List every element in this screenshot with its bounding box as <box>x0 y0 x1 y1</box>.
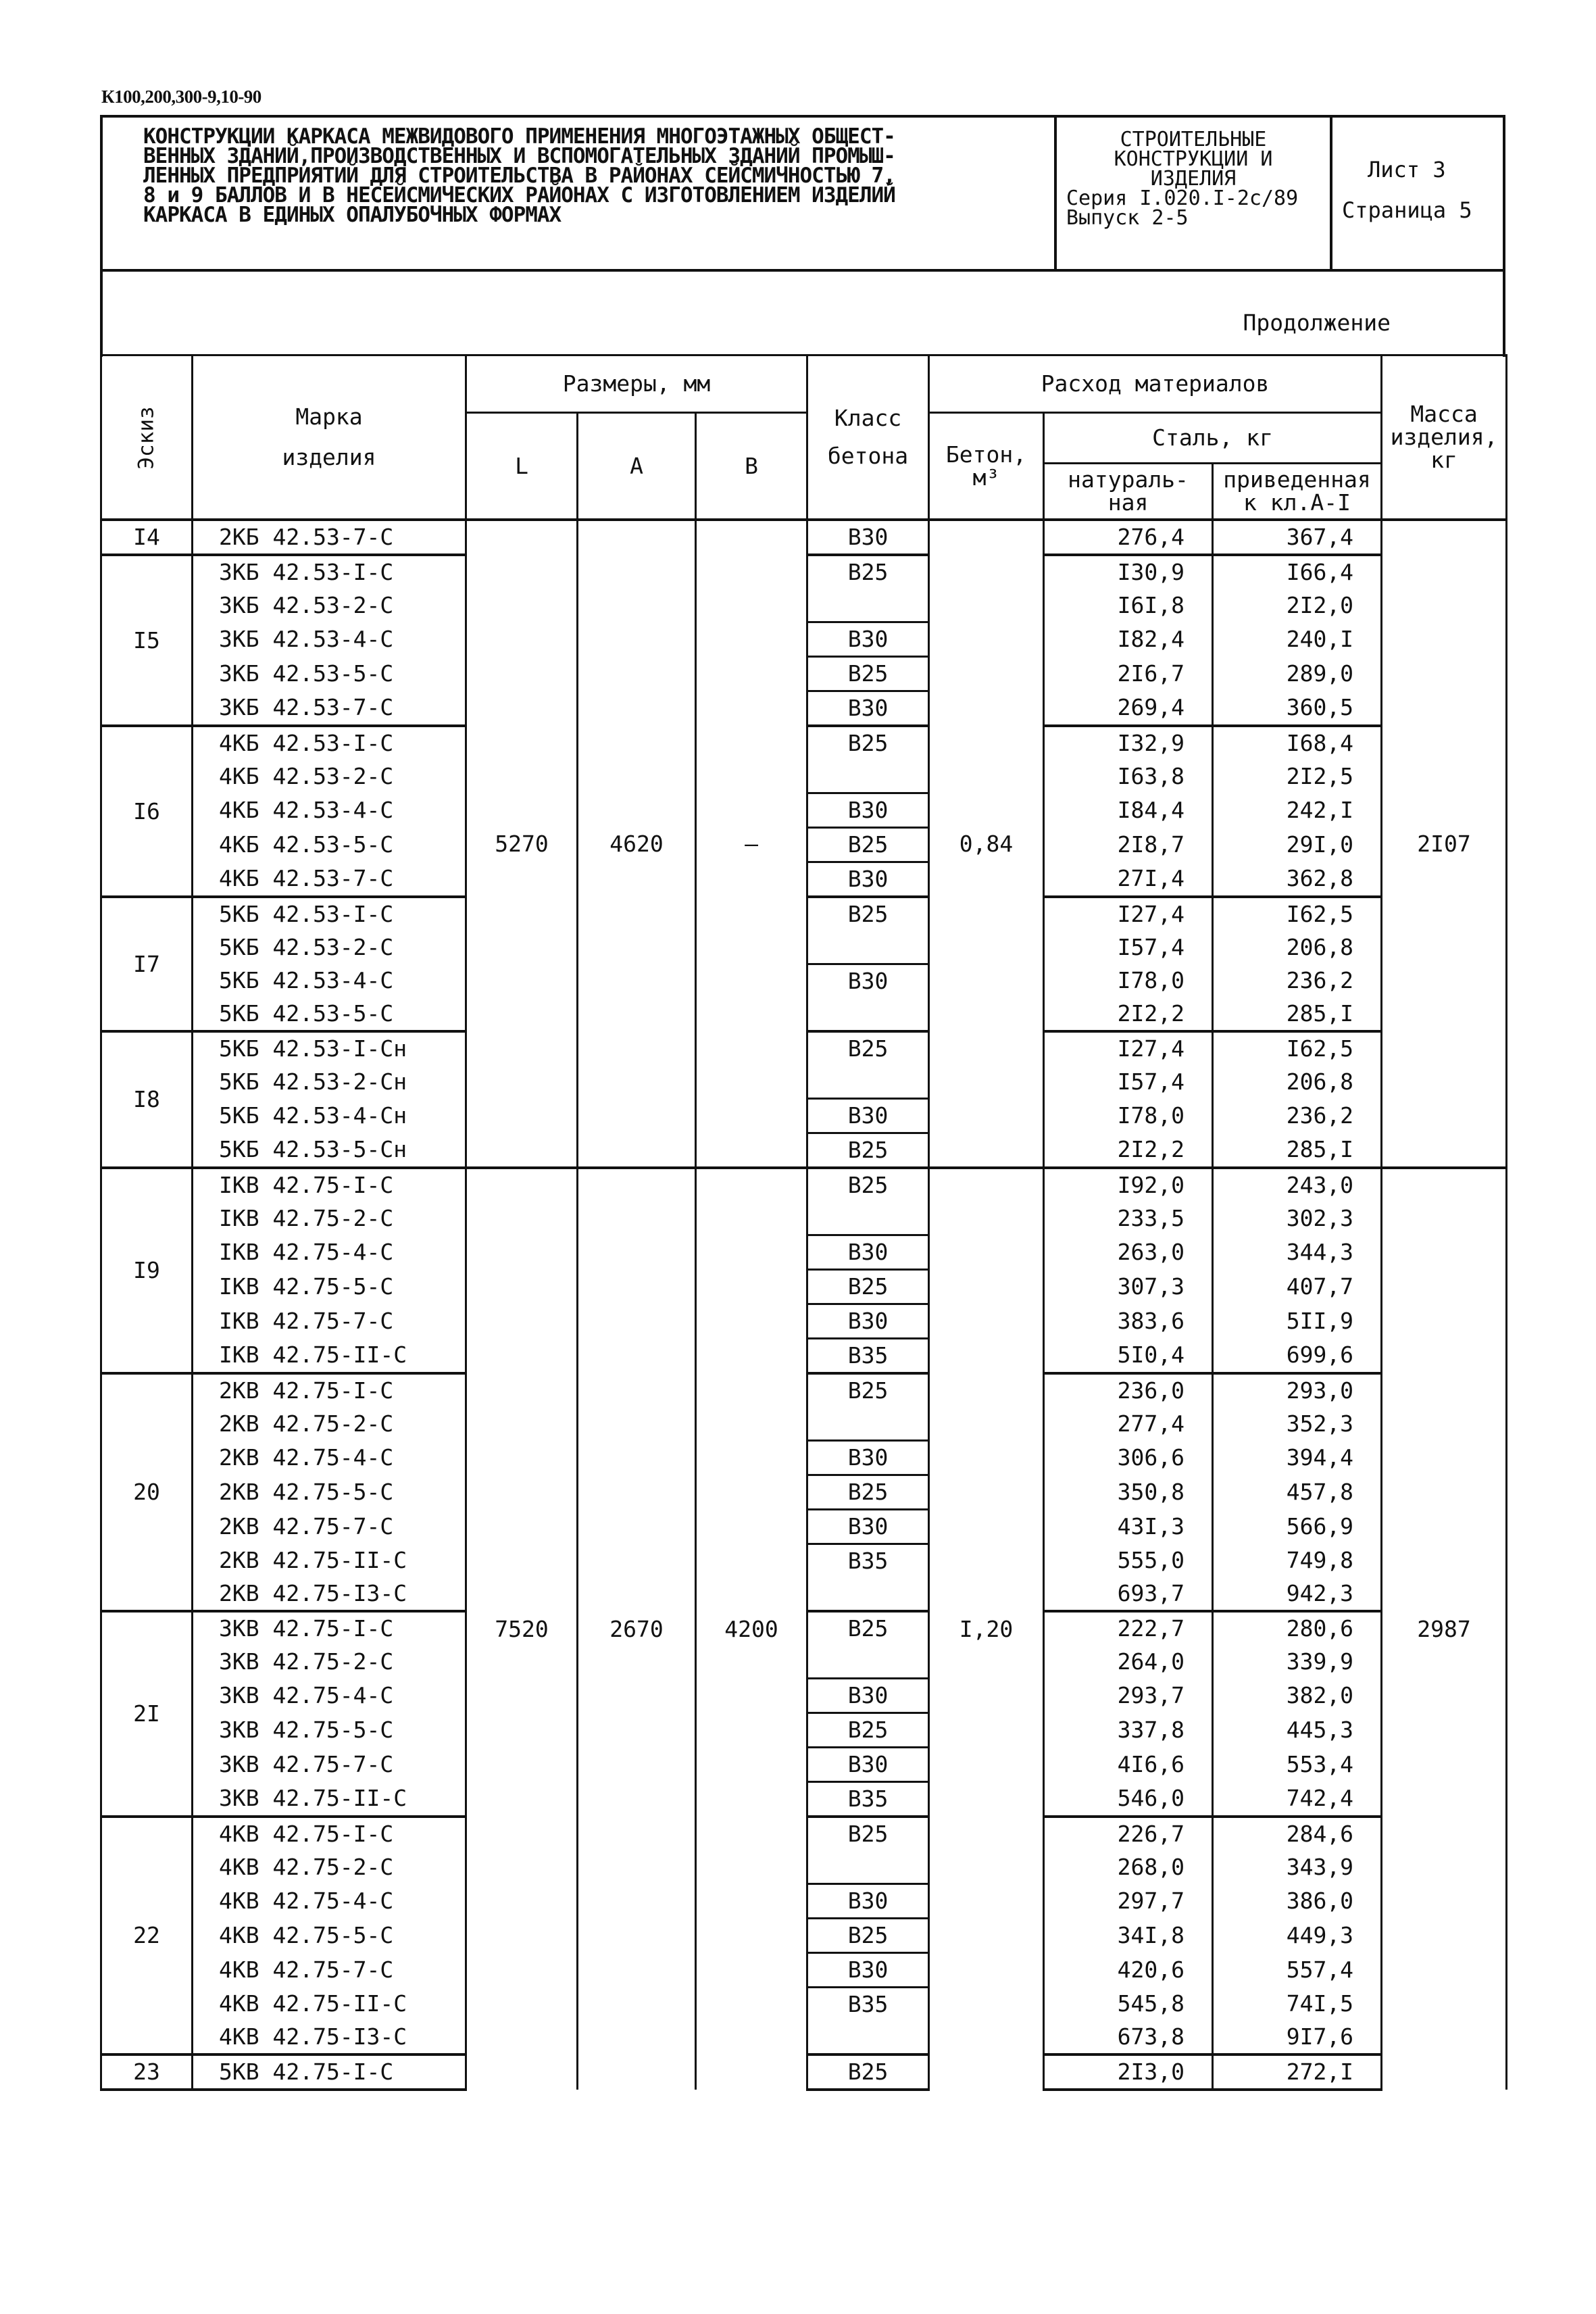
mark-cell: 5КБ 42.53-5-Сн <box>193 1133 466 1168</box>
steel-natural-cell: I57,4 <box>1044 931 1213 964</box>
steel-natural-cell: 293,7 <box>1044 1679 1213 1713</box>
steel-natural-cell: 2I3,0 <box>1044 2054 1213 2090</box>
header-natural <box>1044 464 1213 520</box>
mark-cell: 4КБ 42.53-4-С <box>193 793 466 828</box>
steel-natural-cell: 43I,3 <box>1044 1510 1213 1544</box>
concrete-class-cell: В25 <box>807 1373 929 1407</box>
concrete-class-cell: В35 <box>807 1988 929 2021</box>
steel-reduced-cell: 566,9 <box>1213 1510 1382 1544</box>
concrete-class-cell <box>807 1065 929 1099</box>
header-class-line2: бетона <box>827 443 909 469</box>
concrete-class-cell: В30 <box>807 1099 929 1133</box>
mark-cell: 2КВ 42.75-5-С <box>193 1475 466 1510</box>
steel-reduced-cell: 339,9 <box>1213 1645 1382 1679</box>
mark-cell: 4КВ 42.75-7-С <box>193 1953 466 1988</box>
concrete-class-cell: В30 <box>807 1884 929 1919</box>
steel-reduced-cell: 5II,9 <box>1213 1304 1382 1339</box>
concrete-class-cell: В30 <box>807 1304 929 1339</box>
mark-cell: 5КБ 42.53-4-С <box>193 964 466 998</box>
mark-cell: 5КБ 42.53-4-Сн <box>193 1099 466 1133</box>
concrete-class-cell: В35 <box>807 1339 929 1374</box>
mark-cell: IКВ 42.75-4-С <box>193 1235 466 1270</box>
steel-natural-cell: 276,4 <box>1044 520 1213 555</box>
steel-natural-cell: 277,4 <box>1044 1407 1213 1441</box>
steel-reduced-cell: I62,5 <box>1213 1031 1382 1065</box>
steel-reduced-cell: 74I,5 <box>1213 1988 1382 2021</box>
mark-cell: 3КБ 42.53-I-С <box>193 555 466 589</box>
sketch-cell: 2I <box>101 1611 193 1817</box>
continuation-label: Продолжение <box>1243 310 1391 336</box>
steel-reduced-cell: 242,I <box>1213 793 1382 828</box>
steel-reduced-cell: 9I7,6 <box>1213 2021 1382 2054</box>
mark-cell: 4КВ 42.75-5-С <box>193 1919 466 1953</box>
steel-reduced-cell: 553,4 <box>1213 1748 1382 1782</box>
mark-cell: 4КБ 42.53-5-С <box>193 828 466 862</box>
steel-reduced-cell: 289,0 <box>1213 657 1382 691</box>
header-sketch <box>101 355 193 520</box>
concrete-class-cell: В25 <box>807 1713 929 1748</box>
concrete-class-cell: В25 <box>807 828 929 862</box>
steel-natural-cell: 27I,4 <box>1044 862 1213 897</box>
concrete-class-cell: В30 <box>807 1235 929 1270</box>
concrete-class-cell: В25 <box>807 1475 929 1510</box>
concrete-class-cell: В25 <box>807 2054 929 2090</box>
header-concrete <box>929 413 1044 520</box>
mark-cell: 4КВ 42.75-4-С <box>193 1884 466 1919</box>
title-line: КОНСТРУКЦИИ КАРКАСА МЕЖВИДОВОГО ПРИМЕНЕНИЯ МНОГОЭТАЖНЫХ ОБЩЕСТ- <box>143 124 895 149</box>
sketch-cell: I8 <box>101 1031 193 1168</box>
steel-reduced-cell: 206,8 <box>1213 931 1382 964</box>
mark-cell: 4КВ 42.75-II-С <box>193 1988 466 2021</box>
mark-cell: 3КВ 42.75-I-С <box>193 1611 466 1645</box>
steel-natural-cell: 233,5 <box>1044 1202 1213 1235</box>
steel-natural-cell: 337,8 <box>1044 1713 1213 1748</box>
size-B-cell: – <box>696 520 807 1168</box>
steel-reduced-cell: 2I2,0 <box>1213 589 1382 622</box>
steel-reduced-cell: 240,I <box>1213 622 1382 657</box>
header-concrete-unit: м³ <box>972 464 1000 491</box>
series-block <box>1057 118 1332 269</box>
steel-reduced-cell: 445,3 <box>1213 1713 1382 1748</box>
steel-natural-cell: I92,0 <box>1044 1168 1213 1202</box>
document-code: К100,200,300-9,10-90 <box>101 87 261 107</box>
issue-number: Выпуск 2-5 <box>1066 206 1189 230</box>
steel-reduced-cell: 394,4 <box>1213 1441 1382 1475</box>
steel-natural-cell: I32,9 <box>1044 726 1213 760</box>
mark-cell: 5КБ 42.53-5-С <box>193 998 466 1031</box>
mark-cell: 2КВ 42.75-I-С <box>193 1373 466 1407</box>
steel-natural-cell: I84,4 <box>1044 793 1213 828</box>
steel-reduced-cell: 742,4 <box>1213 1782 1382 1817</box>
mark-cell: IКВ 42.75-II-С <box>193 1339 466 1374</box>
mass-cell: 2987 <box>1382 1168 1507 2090</box>
steel-reduced-cell: 285,I <box>1213 998 1382 1031</box>
steel-natural-cell: 2I6,7 <box>1044 657 1213 691</box>
header-L: L <box>466 413 578 520</box>
steel-natural-cell: 307,3 <box>1044 1270 1213 1304</box>
header-materials: Расход материалов <box>929 355 1382 413</box>
size-L-cell: 7520 <box>466 1168 578 2090</box>
steel-reduced-cell: I66,4 <box>1213 555 1382 589</box>
steel-reduced-cell: 243,0 <box>1213 1168 1382 1202</box>
concrete-class-cell: В30 <box>807 793 929 828</box>
steel-reduced-cell: 386,0 <box>1213 1884 1382 1919</box>
concrete-class-cell: В25 <box>807 555 929 589</box>
section-line: ИЗДЕЛИЯ <box>1150 167 1237 191</box>
concrete-class-cell: В25 <box>807 1919 929 1953</box>
mark-cell: 2КВ 42.75-4-С <box>193 1441 466 1475</box>
concrete-class-cell: В30 <box>807 1679 929 1713</box>
steel-reduced-cell: 367,4 <box>1213 520 1382 555</box>
concrete-class-cell <box>807 2021 929 2054</box>
concrete-class-cell: В30 <box>807 964 929 998</box>
mark-cell: 4КВ 42.75-I-С <box>193 1817 466 1850</box>
header-mark-line1: Марка <box>295 403 363 430</box>
concrete-class-cell: В30 <box>807 691 929 727</box>
concrete-class-cell <box>807 760 929 793</box>
concrete-class-cell: В25 <box>807 1031 929 1065</box>
section-line: СТРОИТЕЛЬНЫЕ <box>1120 128 1267 151</box>
concrete-class-cell: В30 <box>807 1510 929 1544</box>
concrete-class-cell: В35 <box>807 1782 929 1817</box>
steel-natural-cell: I30,9 <box>1044 555 1213 589</box>
table-body <box>101 520 1507 2090</box>
steel-reduced-cell: 457,8 <box>1213 1475 1382 1510</box>
sketch-cell: 20 <box>101 1373 193 1611</box>
title-line: 8 и 9 БАЛЛОВ И В НЕСЕЙСМИЧЕСКИХ РАЙОНАХ С ИЗГОТОВЛЕНИЕМ ИЗДЕЛИЙ <box>143 183 895 207</box>
materials-table <box>100 354 1507 2091</box>
concrete-class-cell <box>807 931 929 964</box>
concrete-class-cell: В25 <box>807 897 929 931</box>
mark-cell: 4КБ 42.53-7-С <box>193 862 466 897</box>
title-main <box>103 118 1057 269</box>
section-line: КОНСТРУКЦИИ И <box>1114 147 1273 171</box>
steel-natural-cell: 546,0 <box>1044 1782 1213 1817</box>
mark-cell: 5КБ 42.53-2-С <box>193 931 466 964</box>
sketch-cell: 22 <box>101 1817 193 2054</box>
table-row <box>101 1168 1507 1202</box>
steel-reduced-cell: 360,5 <box>1213 691 1382 727</box>
sketch-cell: I9 <box>101 1168 193 1373</box>
concrete-volume-cell: 0,84 <box>929 520 1044 1168</box>
steel-natural-cell: 263,0 <box>1044 1235 1213 1270</box>
concrete-class-cell <box>807 589 929 622</box>
header-reduced-line2: к кл.А-I <box>1243 489 1351 516</box>
steel-reduced-cell: 302,3 <box>1213 1202 1382 1235</box>
sketch-cell: I7 <box>101 897 193 1031</box>
header-class-line1: Класс <box>834 405 902 431</box>
concrete-class-cell: В30 <box>807 520 929 555</box>
mark-cell: 5КБ 42.53-I-С <box>193 897 466 931</box>
mark-cell: IКВ 42.75-I-С <box>193 1168 466 1202</box>
mark-cell: 3КВ 42.75-5-С <box>193 1713 466 1748</box>
steel-natural-cell: I6I,8 <box>1044 589 1213 622</box>
title-line: КАРКАСА В ЕДИНЫХ ОПАЛУБОЧНЫХ ФОРМАХ <box>143 203 562 227</box>
header-A: А <box>578 413 696 520</box>
steel-natural-cell: 264,0 <box>1044 1645 1213 1679</box>
concrete-class-cell <box>807 1577 929 1611</box>
mark-cell: IКВ 42.75-7-С <box>193 1304 466 1339</box>
header-class <box>807 355 929 520</box>
mark-cell: 4КВ 42.75-2-С <box>193 1850 466 1884</box>
sketch-cell: I6 <box>101 726 193 897</box>
header-reduced <box>1213 464 1382 520</box>
steel-reduced-cell: 352,3 <box>1213 1407 1382 1441</box>
concrete-class-cell <box>807 1645 929 1679</box>
steel-reduced-cell: 749,8 <box>1213 1544 1382 1578</box>
title-block <box>100 115 1505 272</box>
steel-natural-cell: 673,8 <box>1044 2021 1213 2054</box>
steel-natural-cell: 269,4 <box>1044 691 1213 727</box>
concrete-class-cell: В25 <box>807 726 929 760</box>
header-mark <box>193 355 466 520</box>
mark-cell: 3КБ 42.53-5-С <box>193 657 466 691</box>
steel-natural-cell: 5I0,4 <box>1044 1339 1213 1374</box>
concrete-class-cell: В30 <box>807 1441 929 1475</box>
mark-cell: IКВ 42.75-2-С <box>193 1202 466 1235</box>
steel-reduced-cell: 344,3 <box>1213 1235 1382 1270</box>
steel-natural-cell: 2I2,2 <box>1044 1133 1213 1168</box>
steel-natural-cell: 420,6 <box>1044 1953 1213 1988</box>
steel-reduced-cell: 293,0 <box>1213 1373 1382 1407</box>
mass-cell: 2I07 <box>1382 520 1507 1168</box>
concrete-class-cell: В30 <box>807 862 929 897</box>
title-line: ВЕННЫХ ЗДАНИЙ,ПРОИЗВОДСТВЕННЫХ И ВСПОМОГАТЕЛЬНЫХ ЗДАНИЙ ПРОМЫШ- <box>143 144 895 168</box>
header-concrete-label: Бетон, <box>945 441 1027 468</box>
header-B: В <box>696 413 807 520</box>
steel-reduced-cell: 206,8 <box>1213 1065 1382 1099</box>
concrete-class-cell: В25 <box>807 1611 929 1645</box>
steel-reduced-cell: 407,7 <box>1213 1270 1382 1304</box>
concrete-class-cell: В30 <box>807 1953 929 1988</box>
steel-natural-cell: 306,6 <box>1044 1441 1213 1475</box>
header-natural-line1: натураль- <box>1068 466 1189 493</box>
steel-reduced-cell: 236,2 <box>1213 1099 1382 1133</box>
mark-cell: 2КБ 42.53-7-С <box>193 520 466 555</box>
mark-cell: 3КВ 42.75-II-С <box>193 1782 466 1817</box>
steel-reduced-cell: 284,6 <box>1213 1817 1382 1850</box>
steel-natural-cell: I78,0 <box>1044 964 1213 998</box>
mark-cell: 3КВ 42.75-7-С <box>193 1748 466 1782</box>
steel-reduced-cell: 942,3 <box>1213 1577 1382 1611</box>
concrete-class-cell: В25 <box>807 1168 929 1202</box>
steel-natural-cell: 34I,8 <box>1044 1919 1213 1953</box>
header-mass <box>1382 355 1507 520</box>
header-sizes: Размеры, мм <box>466 355 807 413</box>
mark-cell: 4КБ 42.53-I-С <box>193 726 466 760</box>
steel-natural-cell: 222,7 <box>1044 1611 1213 1645</box>
steel-natural-cell: 350,8 <box>1044 1475 1213 1510</box>
continuation-row <box>100 269 1505 357</box>
steel-reduced-cell: 382,0 <box>1213 1679 1382 1713</box>
steel-reduced-cell: 343,9 <box>1213 1850 1382 1884</box>
page-number: Страница 5 <box>1342 197 1472 223</box>
concrete-class-cell: В30 <box>807 622 929 657</box>
sheet-number: Лист 3 <box>1368 157 1446 182</box>
steel-natural-cell: I27,4 <box>1044 1031 1213 1065</box>
concrete-volume-cell: I,20 <box>929 1168 1044 2090</box>
steel-reduced-cell: 280,6 <box>1213 1611 1382 1645</box>
concrete-class-cell: В35 <box>807 1544 929 1578</box>
mark-cell: 3КБ 42.53-7-С <box>193 691 466 727</box>
series-number: Серия I.020.I-2с/89 <box>1066 187 1299 210</box>
steel-reduced-cell: 362,8 <box>1213 862 1382 897</box>
steel-natural-cell: 236,0 <box>1044 1373 1213 1407</box>
mark-cell: 5КВ 42.75-I-С <box>193 2054 466 2090</box>
steel-natural-cell: I82,4 <box>1044 622 1213 657</box>
sheet-block <box>1332 118 1503 269</box>
steel-natural-cell: I57,4 <box>1044 1065 1213 1099</box>
size-A-cell: 4620 <box>578 520 696 1168</box>
sketch-cell: I5 <box>101 555 193 726</box>
mark-cell: 3КБ 42.53-4-С <box>193 622 466 657</box>
sketch-cell: 23 <box>101 2054 193 2090</box>
steel-natural-cell: 297,7 <box>1044 1884 1213 1919</box>
table-row <box>101 520 1507 555</box>
steel-natural-cell: 2I2,2 <box>1044 998 1213 1031</box>
mark-cell: 2КВ 42.75-7-С <box>193 1510 466 1544</box>
steel-natural-cell: 545,8 <box>1044 1988 1213 2021</box>
concrete-class-cell: В25 <box>807 1270 929 1304</box>
mark-cell: 2КВ 42.75-2-С <box>193 1407 466 1441</box>
header-mark-line2: изделия <box>282 444 376 470</box>
mark-cell: IКВ 42.75-5-С <box>193 1270 466 1304</box>
concrete-class-cell: В25 <box>807 1133 929 1168</box>
steel-natural-cell: 226,7 <box>1044 1817 1213 1850</box>
size-L-cell: 5270 <box>466 520 578 1168</box>
concrete-class-cell: В25 <box>807 657 929 691</box>
mark-cell: 2КВ 42.75-I3-С <box>193 1577 466 1611</box>
title-line: ЛЕННЫХ ПРЕДПРИЯТИЙ ДЛЯ СТРОИТЕЛЬСТВА В РАЙОНАХ СЕЙСМИЧНОСТЬЮ 7, <box>143 164 895 188</box>
mark-cell: 3КВ 42.75-2-С <box>193 1645 466 1679</box>
steel-natural-cell: I78,0 <box>1044 1099 1213 1133</box>
steel-reduced-cell: 557,4 <box>1213 1953 1382 1988</box>
mark-cell: 3КВ 42.75-4-С <box>193 1679 466 1713</box>
concrete-class-cell: В30 <box>807 1748 929 1782</box>
steel-natural-cell: I63,8 <box>1044 760 1213 793</box>
steel-reduced-cell: 29I,0 <box>1213 828 1382 862</box>
steel-natural-cell: 4I6,6 <box>1044 1748 1213 1782</box>
mark-cell: 2КВ 42.75-II-С <box>193 1544 466 1578</box>
header-mass-line3: кг <box>1430 447 1457 473</box>
steel-reduced-cell: 272,I <box>1213 2054 1382 2090</box>
mark-cell: 5КБ 42.53-I-Сн <box>193 1031 466 1065</box>
steel-reduced-cell: 285,I <box>1213 1133 1382 1168</box>
concrete-class-cell <box>807 1202 929 1235</box>
steel-reduced-cell: 699,6 <box>1213 1339 1382 1374</box>
header-natural-line2: ная <box>1107 489 1149 516</box>
steel-natural-cell: 693,7 <box>1044 1577 1213 1611</box>
steel-natural-cell: 268,0 <box>1044 1850 1213 1884</box>
steel-reduced-cell: 449,3 <box>1213 1919 1382 1953</box>
concrete-class-cell: В25 <box>807 1817 929 1850</box>
size-A-cell: 2670 <box>578 1168 696 2090</box>
steel-natural-cell: 555,0 <box>1044 1544 1213 1578</box>
concrete-class-cell <box>807 1407 929 1441</box>
mark-cell: 3КБ 42.53-2-С <box>193 589 466 622</box>
mark-cell: 5КБ 42.53-2-Сн <box>193 1065 466 1099</box>
header-mass-line2: изделия, <box>1390 424 1498 450</box>
sketch-cell: I4 <box>101 520 193 555</box>
mark-cell: 4КВ 42.75-I3-С <box>193 2021 466 2054</box>
mark-cell: 4КБ 42.53-2-С <box>193 760 466 793</box>
concrete-class-cell <box>807 1850 929 1884</box>
header-sketch-text: Эскиз <box>134 405 159 470</box>
steel-reduced-cell: I62,5 <box>1213 897 1382 931</box>
steel-natural-cell: I27,4 <box>1044 897 1213 931</box>
steel-reduced-cell: 2I2,5 <box>1213 760 1382 793</box>
steel-natural-cell: 2I8,7 <box>1044 828 1213 862</box>
size-B-cell: 4200 <box>696 1168 807 2090</box>
header-mass-line1: Масса <box>1410 401 1478 427</box>
header-steel: Сталь, кг <box>1044 413 1382 464</box>
concrete-class-cell <box>807 998 929 1031</box>
steel-reduced-cell: 236,2 <box>1213 964 1382 998</box>
header-reduced-line1: приведенная <box>1223 466 1371 493</box>
steel-reduced-cell: I68,4 <box>1213 726 1382 760</box>
steel-natural-cell: 383,6 <box>1044 1304 1213 1339</box>
